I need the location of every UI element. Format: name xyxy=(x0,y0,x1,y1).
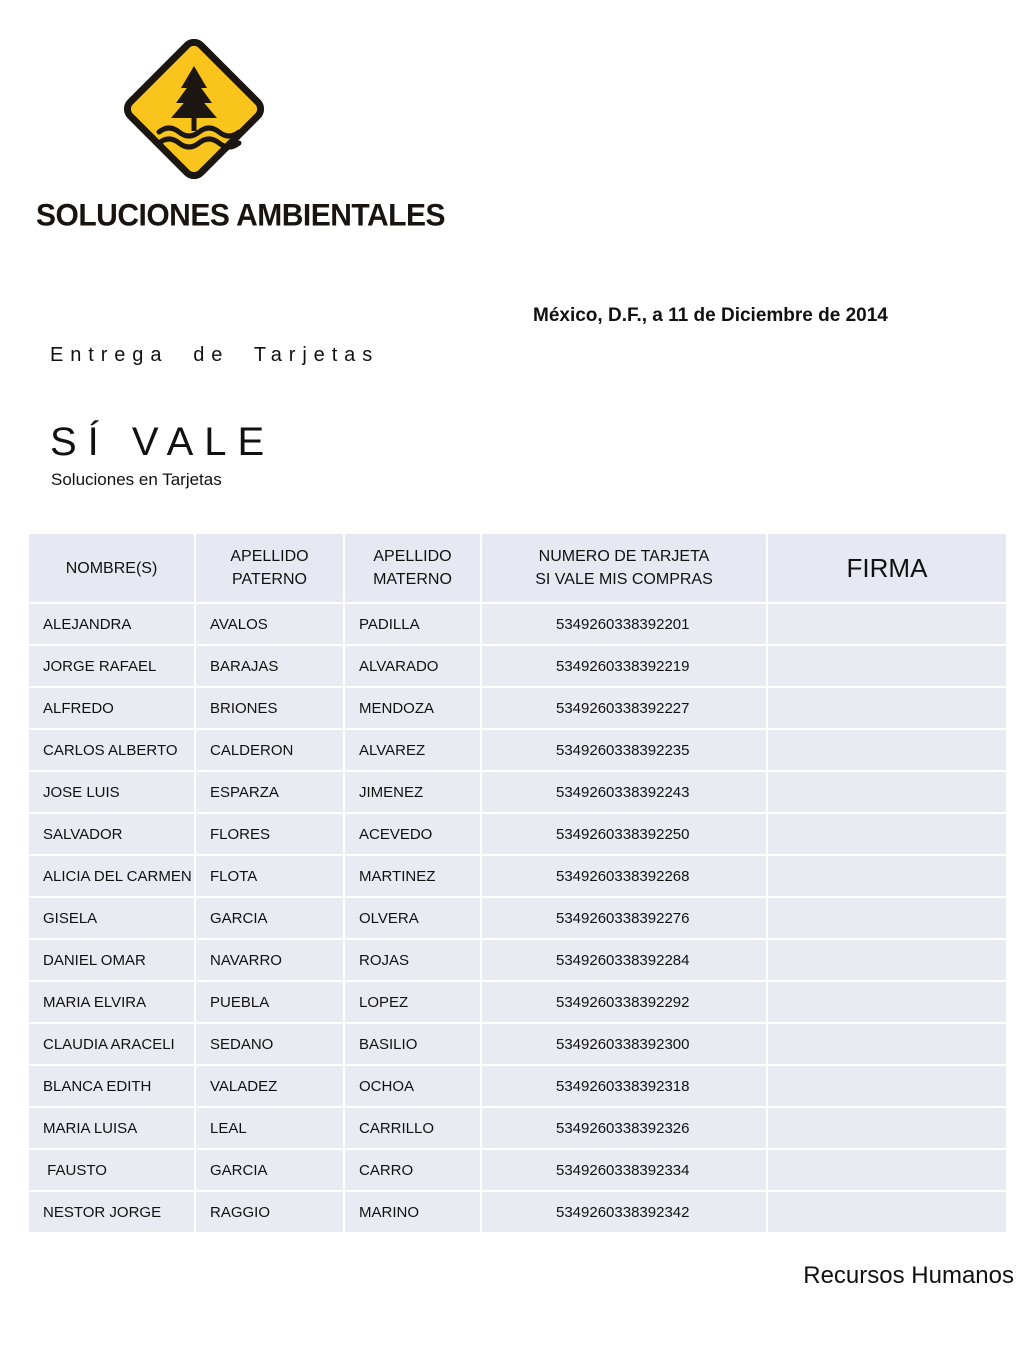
cell-numero-tarjeta: 5349260338392326 xyxy=(482,1108,766,1148)
cell-apellido-materno: ACEVEDO xyxy=(345,814,480,854)
table-row xyxy=(29,688,1006,728)
cell-numero-tarjeta: 5349260338392243 xyxy=(482,772,766,812)
table-row xyxy=(29,1066,1006,1106)
cell-nombre: CARLOS ALBERTO xyxy=(29,730,194,770)
cell-numero-tarjeta: 5349260338392292 xyxy=(482,982,766,1022)
table-row xyxy=(29,772,1006,812)
cell-apellido-materno: PADILLA xyxy=(345,604,480,644)
cell-nombre: NESTOR JORGE xyxy=(29,1192,194,1232)
table-row xyxy=(29,814,1006,854)
cell-firma[interactable] xyxy=(768,772,1006,812)
cell-apellido-paterno: BRIONES xyxy=(196,688,343,728)
cell-apellido-materno: MARINO xyxy=(345,1192,480,1232)
cell-apellido-materno: MENDOZA xyxy=(345,688,480,728)
cell-apellido-materno: CARRILLO xyxy=(345,1108,480,1148)
cell-nombre: JORGE RAFAEL xyxy=(29,646,194,686)
cell-firma[interactable] xyxy=(768,856,1006,896)
table-row xyxy=(29,604,1006,644)
cell-apellido-paterno: ESPARZA xyxy=(196,772,343,812)
cell-apellido-materno: MARTINEZ xyxy=(345,856,480,896)
cell-numero-tarjeta: 5349260338392284 xyxy=(482,940,766,980)
cell-nombre: ALEJANDRA xyxy=(29,604,194,644)
cell-apellido-paterno: PUEBLA xyxy=(196,982,343,1022)
cell-firma[interactable] xyxy=(768,1024,1006,1064)
cell-numero-tarjeta: 5349260338392342 xyxy=(482,1192,766,1232)
cell-firma[interactable] xyxy=(768,604,1006,644)
cell-apellido-materno: OCHOA xyxy=(345,1066,480,1106)
cell-firma[interactable] xyxy=(768,688,1006,728)
company-name: SOLUCIONES AMBIENTALES xyxy=(36,198,446,233)
table-header-row xyxy=(29,534,1006,602)
cell-numero-tarjeta: 5349260338392300 xyxy=(482,1024,766,1064)
footer-department: Recursos Humanos xyxy=(803,1262,1014,1289)
cell-apellido-materno: LOPEZ xyxy=(345,982,480,1022)
header-numero-tarjeta: NUMERO DE TARJETA SI VALE MIS COMPRAS xyxy=(482,534,766,602)
cell-apellido-materno: JIMENEZ xyxy=(345,772,480,812)
cell-apellido-paterno: BARAJAS xyxy=(196,646,343,686)
table-row xyxy=(29,982,1006,1022)
cell-firma[interactable] xyxy=(768,898,1006,938)
header-apellido-paterno: APELLIDO PATERNO xyxy=(196,534,343,602)
header-apellido-materno: APELLIDO MATERNO xyxy=(345,534,480,602)
cell-numero-tarjeta: 5349260338392268 xyxy=(482,856,766,896)
cell-nombre: CLAUDIA ARACELI xyxy=(29,1024,194,1064)
cell-apellido-materno: OLVERA xyxy=(345,898,480,938)
table-row xyxy=(29,730,1006,770)
cell-firma[interactable] xyxy=(768,730,1006,770)
cell-numero-tarjeta: 5349260338392219 xyxy=(482,646,766,686)
table-row xyxy=(29,1024,1006,1064)
cell-numero-tarjeta: 5349260338392235 xyxy=(482,730,766,770)
table-row xyxy=(29,1150,1006,1190)
table-row xyxy=(29,856,1006,896)
cell-nombre: ALICIA DEL CARMEN xyxy=(29,856,194,896)
cell-apellido-paterno: RAGGIO xyxy=(196,1192,343,1232)
cell-numero-tarjeta: 5349260338392334 xyxy=(482,1150,766,1190)
cell-firma[interactable] xyxy=(768,940,1006,980)
cell-apellido-paterno: SEDANO xyxy=(196,1024,343,1064)
cell-apellido-paterno: FLORES xyxy=(196,814,343,854)
cell-apellido-paterno: NAVARRO xyxy=(196,940,343,980)
table-row xyxy=(29,646,1006,686)
brand-tagline: Soluciones en Tarjetas xyxy=(51,470,222,489)
cell-apellido-paterno: CALDERON xyxy=(196,730,343,770)
cell-firma[interactable] xyxy=(768,646,1006,686)
cell-firma[interactable] xyxy=(768,1192,1006,1232)
card-delivery-table xyxy=(27,532,1008,1234)
cell-nombre: BLANCA EDITH xyxy=(29,1066,194,1106)
table-row xyxy=(29,940,1006,980)
cell-numero-tarjeta: 5349260338392201 xyxy=(482,604,766,644)
cell-firma[interactable] xyxy=(768,814,1006,854)
cell-nombre: ALFREDO xyxy=(29,688,194,728)
cell-apellido-paterno: VALADEZ xyxy=(196,1066,343,1106)
company-logo-sign xyxy=(113,28,275,190)
cell-apellido-paterno: AVALOS xyxy=(196,604,343,644)
cell-firma[interactable] xyxy=(768,982,1006,1022)
table-row xyxy=(29,898,1006,938)
header-nombres: NOMBRE(S) xyxy=(29,534,194,602)
document-subtitle: Entrega de Tarjetas xyxy=(50,344,380,366)
cell-nombre: MARIA ELVIRA xyxy=(29,982,194,1022)
cell-nombre: MARIA LUISA xyxy=(29,1108,194,1148)
cell-apellido-paterno: FLOTA xyxy=(196,856,343,896)
cell-apellido-materno: CARRO xyxy=(345,1150,480,1190)
cell-apellido-paterno: LEAL xyxy=(196,1108,343,1148)
cell-apellido-materno: BASILIO xyxy=(345,1024,480,1064)
table-row xyxy=(29,1192,1006,1232)
cell-apellido-materno: ALVAREZ xyxy=(345,730,480,770)
cell-apellido-materno: ALVARADO xyxy=(345,646,480,686)
cell-nombre: DANIEL OMAR xyxy=(29,940,194,980)
cell-numero-tarjeta: 5349260338392276 xyxy=(482,898,766,938)
cell-nombre: JOSE LUIS xyxy=(29,772,194,812)
cell-numero-tarjeta: 5349260338392250 xyxy=(482,814,766,854)
cell-apellido-paterno: GARCIA xyxy=(196,898,343,938)
brand-title: SÍ VALE xyxy=(50,420,276,464)
cell-nombre: SALVADOR xyxy=(29,814,194,854)
header-firma: FIRMA xyxy=(768,534,1006,602)
cell-apellido-paterno: GARCIA xyxy=(196,1150,343,1190)
cell-firma[interactable] xyxy=(768,1066,1006,1106)
table-row xyxy=(29,1108,1006,1148)
cell-firma[interactable] xyxy=(768,1150,1006,1190)
document-date: México, D.F., a 11 de Diciembre de 2014 xyxy=(533,305,888,326)
cell-nombre: GISELA xyxy=(29,898,194,938)
cell-firma[interactable] xyxy=(768,1108,1006,1148)
cell-nombre: FAUSTO xyxy=(29,1150,194,1190)
cell-apellido-materno: ROJAS xyxy=(345,940,480,980)
cell-numero-tarjeta: 5349260338392318 xyxy=(482,1066,766,1106)
cell-numero-tarjeta: 5349260338392227 xyxy=(482,688,766,728)
